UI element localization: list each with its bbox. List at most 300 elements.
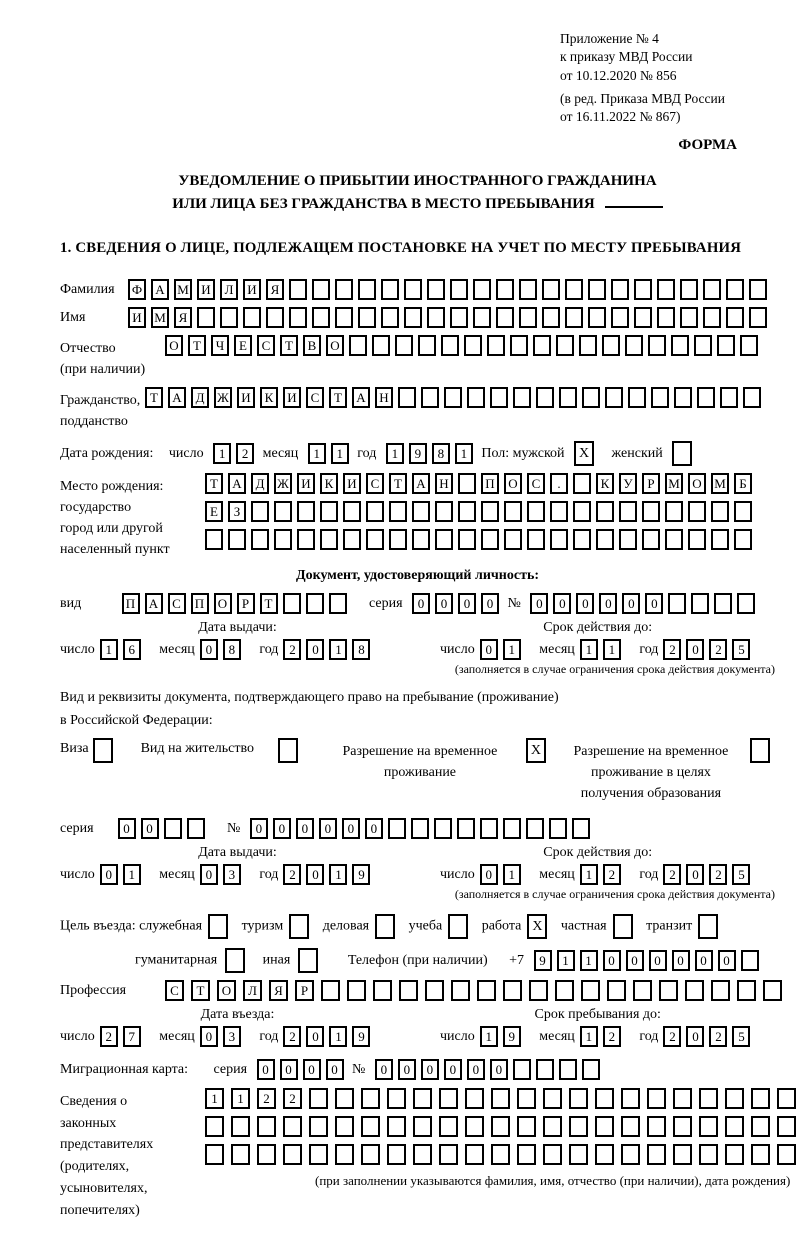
form-cell[interactable]: 1 xyxy=(329,1026,347,1047)
form-cell[interactable] xyxy=(464,335,482,356)
form-cell[interactable]: Т xyxy=(329,387,347,408)
form-cell[interactable] xyxy=(633,980,652,1001)
form-cell[interactable] xyxy=(231,1116,250,1137)
form-cell[interactable] xyxy=(289,307,307,328)
form-cell[interactable] xyxy=(550,529,568,550)
form-cell[interactable] xyxy=(503,980,522,1001)
form-cell[interactable]: 1 xyxy=(580,639,598,660)
form-cell[interactable] xyxy=(329,593,347,614)
form-cell[interactable] xyxy=(536,387,554,408)
form-cell[interactable] xyxy=(657,307,675,328)
form-cell[interactable] xyxy=(399,980,418,1001)
form-cell[interactable]: 1 xyxy=(386,443,404,464)
form-cell[interactable] xyxy=(694,335,712,356)
temp-residence-education-checkbox[interactable] xyxy=(750,738,770,763)
form-cell[interactable] xyxy=(503,818,521,839)
form-cell[interactable] xyxy=(251,529,269,550)
form-cell[interactable] xyxy=(737,980,756,1001)
form-cell[interactable]: Я xyxy=(269,980,288,1001)
form-cell[interactable] xyxy=(611,307,629,328)
form-cell[interactable]: Р xyxy=(237,593,255,614)
form-cell[interactable]: К xyxy=(320,473,338,494)
form-cell[interactable]: 2 xyxy=(709,864,727,885)
form-cell[interactable] xyxy=(517,1088,536,1109)
form-cell[interactable]: Ж xyxy=(274,473,292,494)
form-cell[interactable] xyxy=(726,279,744,300)
form-cell[interactable] xyxy=(283,593,301,614)
form-cell[interactable] xyxy=(673,1144,692,1165)
form-cell[interactable] xyxy=(777,1088,796,1109)
form-cell[interactable] xyxy=(726,307,744,328)
form-cell[interactable] xyxy=(358,279,376,300)
form-cell[interactable] xyxy=(473,279,491,300)
form-cell[interactable] xyxy=(680,279,698,300)
form-cell[interactable] xyxy=(595,1088,614,1109)
form-cell[interactable] xyxy=(404,307,422,328)
form-cell[interactable] xyxy=(647,1144,666,1165)
form-cell[interactable]: 0 xyxy=(686,1026,704,1047)
form-cell[interactable]: Д xyxy=(251,473,269,494)
form-cell[interactable]: Н xyxy=(375,387,393,408)
form-cell[interactable]: 2 xyxy=(603,1026,621,1047)
form-cell[interactable]: 6 xyxy=(123,639,141,660)
form-cell[interactable] xyxy=(387,1144,406,1165)
form-cell[interactable]: И xyxy=(343,473,361,494)
form-cell[interactable]: 0 xyxy=(553,593,571,614)
form-cell[interactable]: И xyxy=(237,387,255,408)
form-cell[interactable]: 2 xyxy=(709,639,727,660)
form-cell[interactable]: 1 xyxy=(329,864,347,885)
form-cell[interactable]: О xyxy=(217,980,236,1001)
form-cell[interactable] xyxy=(628,387,646,408)
form-cell[interactable] xyxy=(573,529,591,550)
form-cell[interactable]: 0 xyxy=(365,818,383,839)
form-cell[interactable] xyxy=(543,1116,562,1137)
form-cell[interactable]: М xyxy=(151,307,169,328)
form-cell[interactable]: 0 xyxy=(718,950,736,971)
form-cell[interactable] xyxy=(372,335,390,356)
form-cell[interactable] xyxy=(763,980,782,1001)
form-cell[interactable] xyxy=(491,1088,510,1109)
form-cell[interactable]: 0 xyxy=(306,639,324,660)
form-cell[interactable] xyxy=(413,1116,432,1137)
form-cell[interactable] xyxy=(361,1088,380,1109)
form-cell[interactable] xyxy=(749,279,767,300)
form-cell[interactable] xyxy=(335,1088,354,1109)
form-cell[interactable] xyxy=(231,1144,250,1165)
form-cell[interactable] xyxy=(465,1116,484,1137)
form-cell[interactable]: А xyxy=(145,593,163,614)
form-cell[interactable] xyxy=(725,1088,744,1109)
form-cell[interactable]: 0 xyxy=(296,818,314,839)
form-cell[interactable] xyxy=(467,387,485,408)
form-cell[interactable]: И xyxy=(197,279,215,300)
form-cell[interactable] xyxy=(491,1144,510,1165)
form-cell[interactable] xyxy=(358,307,376,328)
form-cell[interactable] xyxy=(347,980,366,1001)
form-cell[interactable] xyxy=(335,279,353,300)
form-cell[interactable] xyxy=(751,1088,770,1109)
form-cell[interactable]: О xyxy=(504,473,522,494)
form-cell[interactable] xyxy=(555,980,574,1001)
form-cell[interactable] xyxy=(711,501,729,522)
form-cell[interactable]: 2 xyxy=(709,1026,727,1047)
form-cell[interactable]: 5 xyxy=(732,1026,750,1047)
form-cell[interactable]: 8 xyxy=(223,639,241,660)
form-cell[interactable]: 2 xyxy=(283,639,301,660)
form-cell[interactable]: 9 xyxy=(352,864,370,885)
form-cell[interactable] xyxy=(435,501,453,522)
form-cell[interactable]: Т xyxy=(191,980,210,1001)
form-cell[interactable]: 0 xyxy=(342,818,360,839)
purpose-tourism-checkbox[interactable] xyxy=(289,914,309,939)
form-cell[interactable]: 9 xyxy=(352,1026,370,1047)
form-cell[interactable] xyxy=(673,1088,692,1109)
form-cell[interactable] xyxy=(697,387,715,408)
male-checkbox[interactable]: X xyxy=(574,441,594,466)
form-cell[interactable] xyxy=(671,335,689,356)
form-cell[interactable]: 0 xyxy=(626,950,644,971)
form-cell[interactable]: Е xyxy=(234,335,252,356)
form-cell[interactable] xyxy=(441,335,459,356)
form-cell[interactable] xyxy=(720,387,738,408)
form-cell[interactable] xyxy=(625,335,643,356)
form-cell[interactable]: Ф xyxy=(128,279,146,300)
form-cell[interactable] xyxy=(335,307,353,328)
form-cell[interactable]: 1 xyxy=(205,1088,224,1109)
form-cell[interactable] xyxy=(565,307,583,328)
form-cell[interactable]: 0 xyxy=(480,864,498,885)
form-cell[interactable] xyxy=(777,1116,796,1137)
form-cell[interactable] xyxy=(373,980,392,1001)
form-cell[interactable]: 0 xyxy=(200,864,218,885)
form-cell[interactable] xyxy=(421,387,439,408)
form-cell[interactable]: 0 xyxy=(280,1059,298,1080)
form-cell[interactable]: У xyxy=(619,473,637,494)
form-cell[interactable]: Т xyxy=(145,387,163,408)
form-cell[interactable] xyxy=(510,335,528,356)
form-cell[interactable]: И xyxy=(243,279,261,300)
purpose-study-checkbox[interactable] xyxy=(448,914,468,939)
form-cell[interactable]: В xyxy=(303,335,321,356)
form-cell[interactable]: 0 xyxy=(435,593,453,614)
form-cell[interactable] xyxy=(734,501,752,522)
form-cell[interactable] xyxy=(703,307,721,328)
form-cell[interactable]: 0 xyxy=(273,818,291,839)
form-cell[interactable] xyxy=(749,307,767,328)
form-cell[interactable] xyxy=(619,529,637,550)
form-cell[interactable]: 0 xyxy=(530,593,548,614)
form-cell[interactable]: 0 xyxy=(200,639,218,660)
form-cell[interactable] xyxy=(387,1116,406,1137)
form-cell[interactable]: 1 xyxy=(331,443,349,464)
form-cell[interactable] xyxy=(699,1116,718,1137)
form-cell[interactable]: 1 xyxy=(123,864,141,885)
form-cell[interactable]: 0 xyxy=(695,950,713,971)
form-cell[interactable] xyxy=(473,307,491,328)
form-cell[interactable]: 8 xyxy=(352,639,370,660)
form-cell[interactable] xyxy=(634,307,652,328)
form-cell[interactable] xyxy=(569,1144,588,1165)
form-cell[interactable]: 1 xyxy=(580,1026,598,1047)
form-cell[interactable] xyxy=(387,1088,406,1109)
form-cell[interactable]: 0 xyxy=(686,639,704,660)
form-cell[interactable] xyxy=(427,279,445,300)
form-cell[interactable]: К xyxy=(596,473,614,494)
form-cell[interactable] xyxy=(389,529,407,550)
form-cell[interactable] xyxy=(458,473,476,494)
form-cell[interactable]: 1 xyxy=(503,864,521,885)
form-cell[interactable] xyxy=(274,529,292,550)
form-cell[interactable]: Я xyxy=(266,279,284,300)
form-cell[interactable]: А xyxy=(151,279,169,300)
form-cell[interactable] xyxy=(588,279,606,300)
form-cell[interactable] xyxy=(648,335,666,356)
form-cell[interactable]: С xyxy=(165,980,184,1001)
purpose-official-checkbox[interactable] xyxy=(208,914,228,939)
form-cell[interactable]: 1 xyxy=(100,639,118,660)
form-cell[interactable] xyxy=(542,307,560,328)
form-cell[interactable]: 1 xyxy=(580,950,598,971)
form-cell[interactable]: С xyxy=(168,593,186,614)
form-cell[interactable] xyxy=(657,279,675,300)
form-cell[interactable] xyxy=(289,279,307,300)
form-cell[interactable] xyxy=(321,980,340,1001)
form-cell[interactable]: 0 xyxy=(100,864,118,885)
purpose-business-checkbox[interactable] xyxy=(375,914,395,939)
form-cell[interactable] xyxy=(465,1144,484,1165)
form-cell[interactable] xyxy=(634,279,652,300)
form-cell[interactable] xyxy=(412,501,430,522)
form-cell[interactable]: 2 xyxy=(283,864,301,885)
form-cell[interactable] xyxy=(458,501,476,522)
form-cell[interactable] xyxy=(257,1144,276,1165)
form-cell[interactable]: 0 xyxy=(326,1059,344,1080)
form-cell[interactable]: И xyxy=(283,387,301,408)
form-cell[interactable] xyxy=(487,335,505,356)
purpose-humanitarian-checkbox[interactable] xyxy=(225,948,245,973)
form-cell[interactable]: М xyxy=(665,473,683,494)
form-cell[interactable] xyxy=(777,1144,796,1165)
form-cell[interactable] xyxy=(556,335,574,356)
form-cell[interactable]: 0 xyxy=(412,593,430,614)
form-cell[interactable]: Р xyxy=(642,473,660,494)
form-cell[interactable] xyxy=(611,279,629,300)
form-cell[interactable]: 0 xyxy=(480,639,498,660)
form-cell[interactable] xyxy=(266,307,284,328)
form-cell[interactable] xyxy=(381,279,399,300)
form-cell[interactable] xyxy=(517,1144,536,1165)
form-cell[interactable] xyxy=(550,501,568,522)
form-cell[interactable]: 1 xyxy=(329,639,347,660)
form-cell[interactable] xyxy=(439,1144,458,1165)
form-cell[interactable] xyxy=(533,335,551,356)
form-cell[interactable]: 1 xyxy=(580,864,598,885)
form-cell[interactable] xyxy=(187,818,205,839)
form-cell[interactable] xyxy=(251,501,269,522)
form-cell[interactable] xyxy=(529,980,548,1001)
form-cell[interactable] xyxy=(404,279,422,300)
form-cell[interactable] xyxy=(740,335,758,356)
form-cell[interactable] xyxy=(349,335,367,356)
purpose-work-checkbox[interactable]: X xyxy=(527,914,547,939)
form-cell[interactable] xyxy=(665,529,683,550)
form-cell[interactable]: 0 xyxy=(649,950,667,971)
form-cell[interactable] xyxy=(595,1144,614,1165)
form-cell[interactable] xyxy=(205,1144,224,1165)
form-cell[interactable] xyxy=(309,1116,328,1137)
form-cell[interactable] xyxy=(320,501,338,522)
form-cell[interactable] xyxy=(647,1088,666,1109)
form-cell[interactable]: 1 xyxy=(557,950,575,971)
form-cell[interactable] xyxy=(741,950,759,971)
form-cell[interactable] xyxy=(411,818,429,839)
form-cell[interactable] xyxy=(444,387,462,408)
form-cell[interactable]: 0 xyxy=(599,593,617,614)
form-cell[interactable]: 2 xyxy=(663,639,681,660)
form-cell[interactable] xyxy=(668,593,686,614)
form-cell[interactable] xyxy=(435,529,453,550)
form-cell[interactable] xyxy=(439,1088,458,1109)
form-cell[interactable] xyxy=(659,980,678,1001)
form-cell[interactable] xyxy=(427,307,445,328)
form-cell[interactable]: Л xyxy=(220,279,238,300)
form-cell[interactable] xyxy=(197,307,215,328)
form-cell[interactable] xyxy=(717,335,735,356)
form-cell[interactable] xyxy=(619,501,637,522)
form-cell[interactable]: С xyxy=(257,335,275,356)
form-cell[interactable] xyxy=(734,529,752,550)
form-cell[interactable] xyxy=(312,279,330,300)
form-cell[interactable] xyxy=(605,387,623,408)
form-cell[interactable] xyxy=(480,818,498,839)
form-cell[interactable] xyxy=(582,387,600,408)
form-cell[interactable]: 1 xyxy=(455,443,473,464)
form-cell[interactable] xyxy=(699,1088,718,1109)
form-cell[interactable]: Т xyxy=(280,335,298,356)
form-cell[interactable]: 1 xyxy=(231,1088,250,1109)
form-cell[interactable] xyxy=(309,1144,328,1165)
form-cell[interactable]: С xyxy=(306,387,324,408)
form-cell[interactable]: 9 xyxy=(409,443,427,464)
form-cell[interactable] xyxy=(543,1088,562,1109)
form-cell[interactable] xyxy=(465,1088,484,1109)
form-cell[interactable] xyxy=(425,980,444,1001)
form-cell[interactable]: 0 xyxy=(141,818,159,839)
form-cell[interactable] xyxy=(725,1144,744,1165)
form-cell[interactable]: 0 xyxy=(467,1059,485,1080)
form-cell[interactable] xyxy=(743,387,761,408)
form-cell[interactable] xyxy=(395,335,413,356)
form-cell[interactable] xyxy=(205,529,223,550)
form-cell[interactable]: А xyxy=(228,473,246,494)
form-cell[interactable]: 0 xyxy=(257,1059,275,1080)
form-cell[interactable]: 0 xyxy=(421,1059,439,1080)
temp-residence-checkbox[interactable]: X xyxy=(526,738,546,763)
form-cell[interactable]: 0 xyxy=(672,950,690,971)
form-cell[interactable] xyxy=(621,1144,640,1165)
purpose-transit-checkbox[interactable] xyxy=(698,914,718,939)
form-cell[interactable] xyxy=(559,1059,577,1080)
form-cell[interactable] xyxy=(581,980,600,1001)
form-cell[interactable]: 3 xyxy=(223,1026,241,1047)
form-cell[interactable] xyxy=(413,1144,432,1165)
form-cell[interactable] xyxy=(688,501,706,522)
form-cell[interactable]: 0 xyxy=(319,818,337,839)
form-cell[interactable] xyxy=(607,980,626,1001)
form-cell[interactable] xyxy=(504,529,522,550)
form-cell[interactable] xyxy=(418,335,436,356)
form-cell[interactable]: 0 xyxy=(200,1026,218,1047)
form-cell[interactable] xyxy=(343,529,361,550)
form-cell[interactable]: П xyxy=(191,593,209,614)
form-cell[interactable] xyxy=(751,1116,770,1137)
form-cell[interactable]: 1 xyxy=(213,443,231,464)
form-cell[interactable] xyxy=(361,1144,380,1165)
form-cell[interactable] xyxy=(536,1059,554,1080)
form-cell[interactable] xyxy=(569,1088,588,1109)
visa-checkbox[interactable] xyxy=(93,738,113,763)
form-cell[interactable] xyxy=(458,529,476,550)
form-cell[interactable] xyxy=(688,529,706,550)
form-cell[interactable] xyxy=(481,501,499,522)
form-cell[interactable] xyxy=(366,501,384,522)
form-cell[interactable] xyxy=(389,501,407,522)
form-cell[interactable] xyxy=(283,1144,302,1165)
form-cell[interactable] xyxy=(543,1144,562,1165)
form-cell[interactable] xyxy=(457,818,475,839)
form-cell[interactable] xyxy=(699,1144,718,1165)
form-cell[interactable] xyxy=(680,307,698,328)
form-cell[interactable]: З xyxy=(228,501,246,522)
form-cell[interactable]: Ч xyxy=(211,335,229,356)
purpose-private-checkbox[interactable] xyxy=(613,914,633,939)
form-cell[interactable]: Т xyxy=(260,593,278,614)
form-cell[interactable] xyxy=(297,501,315,522)
form-cell[interactable] xyxy=(588,307,606,328)
form-cell[interactable] xyxy=(565,279,583,300)
form-cell[interactable]: Л xyxy=(243,980,262,1001)
form-cell[interactable] xyxy=(306,593,324,614)
form-cell[interactable] xyxy=(434,818,452,839)
form-cell[interactable] xyxy=(228,529,246,550)
form-cell[interactable] xyxy=(320,529,338,550)
form-cell[interactable] xyxy=(451,980,470,1001)
form-cell[interactable] xyxy=(542,279,560,300)
form-cell[interactable] xyxy=(366,529,384,550)
form-cell[interactable]: 0 xyxy=(645,593,663,614)
form-cell[interactable]: 0 xyxy=(481,593,499,614)
form-cell[interactable]: О xyxy=(326,335,344,356)
form-cell[interactable]: Ж xyxy=(214,387,232,408)
form-cell[interactable] xyxy=(526,818,544,839)
form-cell[interactable]: 5 xyxy=(732,864,750,885)
form-cell[interactable]: 0 xyxy=(622,593,640,614)
form-cell[interactable] xyxy=(527,501,545,522)
form-cell[interactable] xyxy=(621,1088,640,1109)
form-cell[interactable] xyxy=(481,529,499,550)
form-cell[interactable]: К xyxy=(260,387,278,408)
form-cell[interactable] xyxy=(573,473,591,494)
form-cell[interactable] xyxy=(164,818,182,839)
form-cell[interactable]: 1 xyxy=(603,639,621,660)
form-cell[interactable]: 9 xyxy=(503,1026,521,1047)
form-cell[interactable] xyxy=(621,1116,640,1137)
form-cell[interactable]: Т xyxy=(389,473,407,494)
form-cell[interactable]: А xyxy=(352,387,370,408)
form-cell[interactable] xyxy=(283,1116,302,1137)
form-cell[interactable] xyxy=(450,279,468,300)
